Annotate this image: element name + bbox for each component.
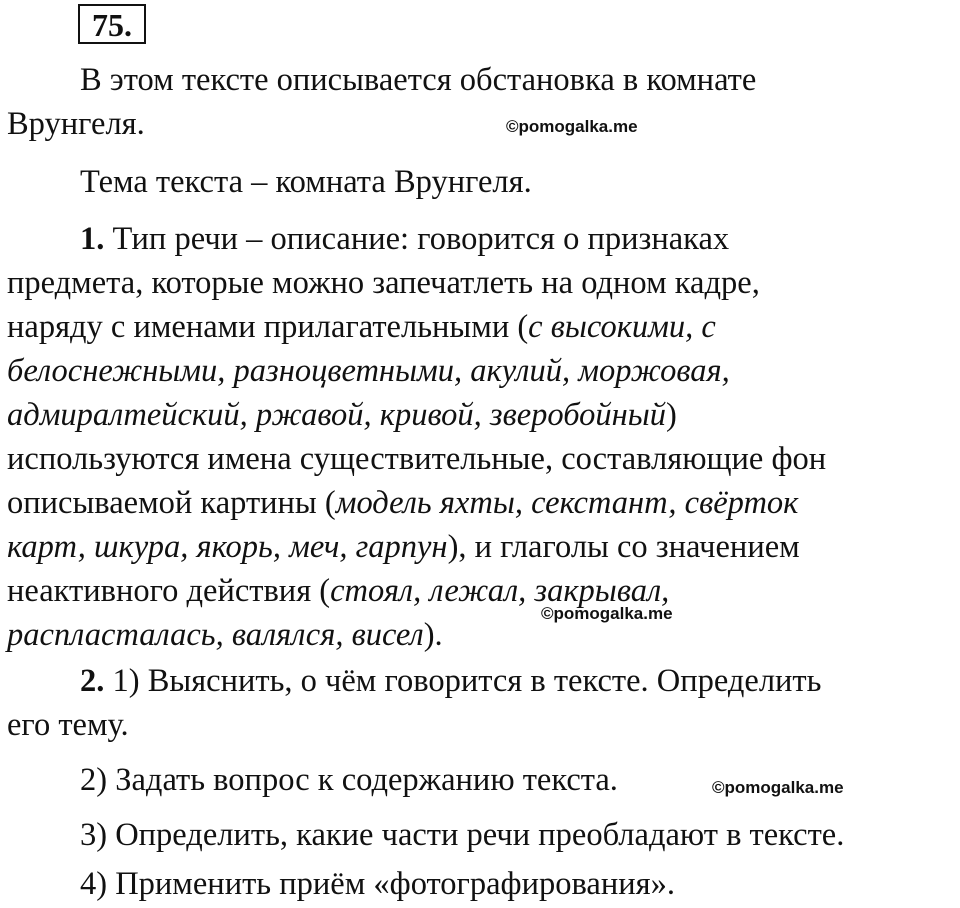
paragraph-3-line-8 [7, 525, 800, 569]
paragraph-4-line-1-text: 1) Выяснить, о чём говорится в тексте. Определить [104, 663, 822, 699]
paragraph-3-line-3 [7, 305, 716, 349]
paragraph-1-line-2: Врунгеля. [7, 106, 145, 142]
line-4-italic: белоснежными, разноцветными, акулий, моржовая, [7, 353, 730, 389]
paragraph-4-line-2: его тему. [7, 707, 129, 743]
paragraph-3-line-1-text: Тип речи – описание: говорится о признаках [104, 221, 730, 257]
line-5-italic: адмиралтейский, ржавой, кривой, зверобойный [7, 397, 667, 433]
line-10-text: ). [423, 617, 443, 653]
paragraph-2: Тема текста – комната Врунгеля. [80, 164, 532, 200]
step-2: 2) Задать вопрос к содержанию текста. [80, 762, 618, 798]
line-7-text: описываемой картины ( [7, 485, 336, 521]
line-10-italic: распласталась, валялся, висел [7, 617, 424, 653]
step-4: 4) Применить приём «фотографирования». [80, 866, 675, 902]
step-3: 3) Определить, какие части речи преобладают в тексте. [80, 817, 845, 853]
paragraph-1-line-1: В этом тексте описывается обстановка в комнате [80, 62, 757, 98]
paragraph-3-line-7 [7, 481, 798, 525]
line-7-italic: модель яхты, секстант, свёрток [335, 485, 799, 521]
paragraph-3-line-5 [7, 393, 677, 437]
watermark-2: ©pomogalka.me [541, 604, 673, 623]
line-9-text: неактивного действия ( [7, 573, 331, 609]
watermark-1: ©pomogalka.me [506, 117, 638, 136]
item-marker-1: 1. [80, 221, 105, 257]
item-marker-2: 2. [80, 663, 105, 699]
paragraph-3-line-4 [7, 349, 730, 393]
line-5-text: ) [666, 397, 677, 433]
paragraph-4-line-1 [80, 659, 821, 703]
line-3-italic: с высокими, с [528, 309, 716, 345]
exercise-number: 75. [78, 4, 146, 44]
line-9-italic: стоял, лежал, закрывал, [330, 573, 670, 609]
paragraph-3-line-2: предмета, которые можно запечатлеть на одном кадре, [7, 265, 760, 301]
paragraph-3-line-1 [80, 217, 729, 261]
watermark-3: ©pomogalka.me [712, 778, 844, 797]
line-8-italic: карт, шкура, якорь, меч, гарпун [7, 529, 448, 565]
paragraph-3-line-10 [7, 613, 443, 657]
line-8-text: ), и глаголы со значением [447, 529, 800, 565]
line-3-text: наряду с именами прилагательными ( [7, 309, 529, 345]
paragraph-3-line-6: используются имена существительные, составляющие фон [7, 441, 827, 477]
